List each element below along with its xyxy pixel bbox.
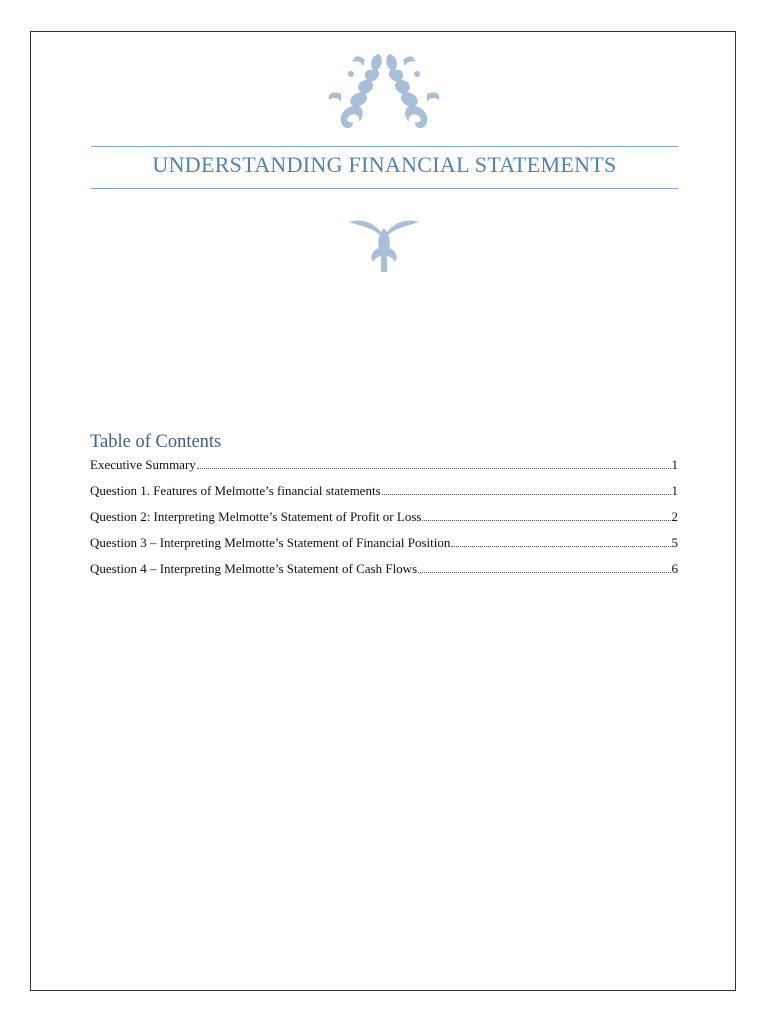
toc-leader-dots bbox=[382, 494, 671, 495]
toc-entry-page: 1 bbox=[671, 457, 678, 472]
toc-entry-text: Question 4 – Interpreting Melmotte’s Statement of Cash Flows bbox=[90, 561, 418, 576]
table-of-contents bbox=[90, 430, 678, 586]
toc-entry[interactable] bbox=[90, 560, 678, 578]
toc-entry-text: Executive Summary bbox=[90, 457, 196, 472]
toc-leader-dots bbox=[451, 546, 670, 547]
title-rule-top bbox=[91, 146, 678, 147]
toc-entry-page: 2 bbox=[671, 509, 678, 524]
toc-entry-page: 6 bbox=[671, 561, 678, 576]
toc-entry[interactable] bbox=[90, 508, 678, 526]
toc-entry[interactable] bbox=[90, 482, 678, 500]
toc-entry-text: Question 3 – Interpreting Melmotte’s Statement of Financial Position bbox=[90, 535, 451, 550]
document-title: UNDERSTANDING FINANCIAL STATEMENTS bbox=[152, 152, 617, 177]
toc-entry-page: 1 bbox=[671, 483, 678, 498]
toc-entry[interactable] bbox=[90, 456, 678, 474]
toc-leader-dots bbox=[418, 572, 670, 573]
document-page bbox=[30, 31, 736, 991]
toc-leader-dots bbox=[422, 520, 670, 521]
toc-entry-text: Question 2: Interpreting Melmotte’s Statement of Profit or Loss bbox=[90, 509, 422, 524]
toc-heading: Table of Contents bbox=[90, 432, 222, 452]
floral-ornament-bottom-icon bbox=[347, 214, 421, 272]
title-rule-bottom bbox=[91, 188, 678, 189]
toc-entry[interactable] bbox=[90, 534, 678, 552]
toc-entry-page: 5 bbox=[671, 535, 678, 550]
toc-entry-text: Question 1. Features of Melmotte’s financial statements bbox=[90, 483, 381, 498]
toc-leader-dots bbox=[197, 468, 671, 469]
floral-ornament-top-icon bbox=[313, 50, 455, 132]
